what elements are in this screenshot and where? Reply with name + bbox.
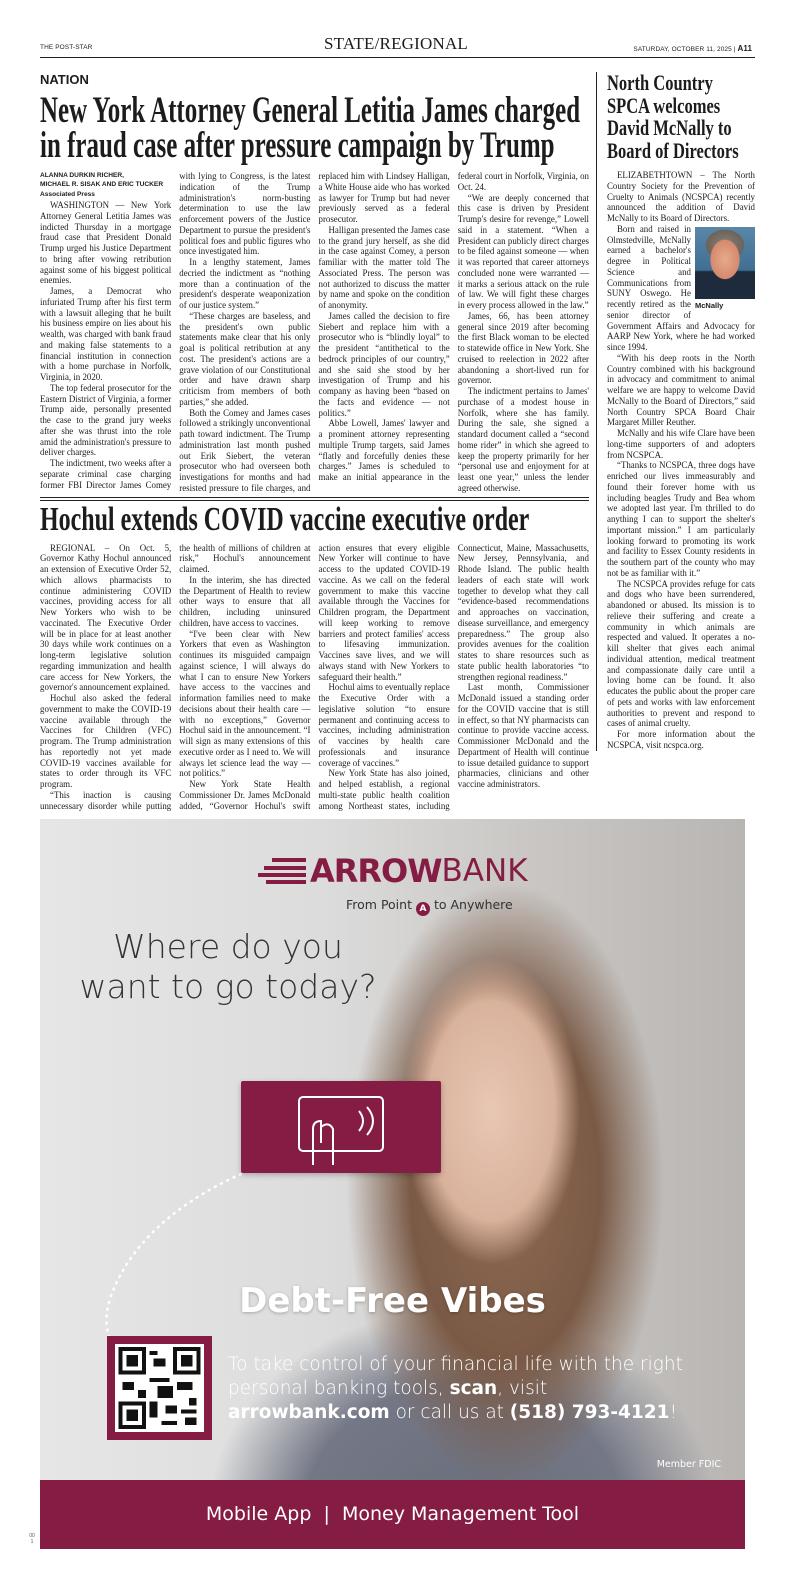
paragraph: James, 66, has been attorney general since 2019 after becoming the first Black woman to be elected to statewide office in New York. She cruised to reelection in 2022 after abandoning a short-lived run for governor. bbox=[457, 310, 589, 386]
headline-line: New York Attorney General Letitia James charged bbox=[40, 90, 581, 131]
paragraph: New York State Health Commissioner Dr. James McDonald added, “Governor Hochul's swift action ensures that every eligible New Yorker will continue to have access to the updated COVID-19 vaccine. As we call on the federal government to make this vaccine available through the Vaccines for Children program, the Department will keep working to remove barriers and protect families' access to lifesaving immunization. Vaccines save lives, and we will always stand with New Yorkers to safeguard their health.” bbox=[179, 542, 450, 811]
byline-agency: Associated Press bbox=[40, 191, 95, 198]
paragraph: The indictment, two weeks after a separate criminal case charging former FBI Director James Comey with lying to Congress, is the latest indication of the Trump administration's norm-busting determination to use the law enforcement powers of the Justice Department to pursue the president's political foes and public figures who once investigated him. bbox=[40, 171, 311, 490]
ad-call-to-action: To take control of your financial life with the right personal banking tools, scan, visit arrowbank.com or call us at (518) 793-4121! bbox=[228, 1354, 683, 1424]
paragraph: In the interim, she has directed the Department of Health to review other ways to ensure that all children, including uninsured children, have access to vaccines. bbox=[179, 574, 311, 628]
qr-code-icon bbox=[118, 1347, 201, 1429]
page-number: A11 bbox=[737, 44, 752, 53]
paragraph: For more information about the NCSPCA, visit ncspca.org. bbox=[607, 729, 755, 750]
paragraph: James, a Democrat who infuriated Trump after his first term with a lawsuit alleging that he built his business empire on lies about his wealth, was charged with bank fraud and making false statements to a financial institution in connection with a home purchase in Norfolk, Virginia, in 2020. bbox=[40, 286, 172, 382]
main-column-group bbox=[40, 72, 589, 811]
article-spca-body bbox=[607, 170, 755, 751]
paragraph: Hochul also asked the federal government to make the COVID-19 vaccine available through the Vaccines for Children (VFC) program. The Trump administration has reportedly not yet made COVID-19 vaccines available for states to order through its VFC program. bbox=[40, 693, 172, 789]
paragraph: Last month, Commissioner McDonald issued a standing order for the COVID vaccine that is still in effect, so that NY pharmacists can continue to provide vaccine access. Commissioner McDonald and the Department of Health will continue to issue detailed guidance to support pharmacies, clinicians and other vaccine administrators. bbox=[457, 682, 589, 789]
page-dateline bbox=[562, 44, 752, 53]
paragraph: McNally Born and raised in Olmstedville, McNally earned a bachelor's degree in Political Science and Communications from SUNY Oswego. He recently retired as the senior director of Government Affairs and Advocacy for AARP New York, where he had worked since 1994. bbox=[607, 223, 755, 352]
paragraph: The indictment pertains to James' purchase of a modest house in Norfolk, where she has family. During the sale, she signed a standard document called a “second home rider” in which she agreed to keep the property primarily for her “personal use and enjoyment for at least one year,” unless the lender agreed otherwise. bbox=[457, 386, 589, 493]
paragraph: The top federal prosecutor for the Eastern District of Virginia, a former Trump aide, personally presented the case to the grand jury weeks after she was thrust into the role amid the administration's pressure to deliver charges. bbox=[40, 382, 172, 458]
paragraph: In a lengthy statement, James decried the indictment as “nothing more than a continuation of the president's desperate weaponization of our justice system.” bbox=[179, 257, 311, 310]
page-content bbox=[40, 72, 755, 811]
paragraph: The NCSPCA provides refuge for cats and dogs who have been surrendered, abandoned or abused. Its mission is to relieve their suffering and create a community in which animals are respected and valued. It operates a no-kill shelter that gives each animal individual attention, medical treatment and compassionate daily care until a loving home can be found. It also educates the public about the proper care of pets and works with law enforcement authorities to prevent and respond to cases of animal cruelty. bbox=[607, 578, 755, 729]
point-a-icon: A bbox=[416, 902, 430, 916]
ad-container bbox=[29, 819, 745, 1549]
ad-footer-text: Mobile App | Money Management Tool bbox=[205, 1503, 580, 1526]
section-title: STATE/REGIONAL bbox=[323, 34, 469, 53]
website-link[interactable]: arrowbank.com bbox=[228, 1402, 390, 1424]
debit-card bbox=[241, 1081, 441, 1173]
headline-spca: North Country SPCA welcomes David McNally to Board of Directors bbox=[607, 70, 739, 163]
brand-name-light: BANK bbox=[441, 853, 528, 890]
mugshot-photo bbox=[695, 227, 755, 312]
paragraph: “With his deep roots in the North Country combined with his background in advocacy and commitment to animal welfare we are happy to welcome David McNally to the Board of Directors,” said North Country SPCA Board Chair Margaret Miller Reuther. bbox=[607, 352, 755, 428]
paragraph: “I've been clear with New Yorkers that even as Washington continues its misguided campaign against science, I will always do what I can to ensure New Yorkers have access to the vaccines and information families need to make decisions about their health care — with no exceptions,” Governor Hochul said in the announcement. “I will sign as many extensions of this executive order as I need to. We will always let science lead the way — not politics.” bbox=[179, 628, 311, 779]
margin-code: 00 1 bbox=[29, 1533, 35, 1546]
qr-code[interactable] bbox=[107, 1336, 212, 1440]
brand-name-bold: ARROW bbox=[310, 852, 442, 891]
ad-question: Where do you want to go today? bbox=[79, 927, 377, 1007]
paragraph: Hochul aims to eventually replace the Executive Order with a legislative solution “to ensure permanent and continuing access to vaccines, including administration of vaccines by health care professionals and insurance coverage of vaccines.” bbox=[318, 682, 450, 768]
tap-to-pay-hand-icon bbox=[241, 1081, 441, 1173]
issue-date: SATURDAY, OCTOBER 11, 2025 bbox=[633, 46, 732, 53]
paragraph: New York State has also joined, and helped establish, a regional multi-state public health coalition among Northeast states, including Connecticut, Maine, Massachusetts, New Jersey, Pennsylvania, and Rhode Island. The public health leaders of each state will work together to develop what they call “evidence-based recommendations and approaches on vaccination, disease surveillance, and emergency preparedness.” The group also provides avenues for the coalition states to share resources such as state public health laboratories “to strengthen regional readiness.” bbox=[318, 542, 589, 811]
paragraph: “We are deeply concerned that this case is driven by President Trump's desire for revenge,” Lowell said in a statement. “When a President can publicly direct charges to be filed against someone — when it was reported that career attorneys concluded none were warranted — it marks a serious attack on the rule of law. We will fight these charges in every process allowed in the law.” bbox=[457, 192, 589, 310]
arrow-bank-logo bbox=[258, 851, 528, 891]
paragraph: Abbe Lowell, James' lawyer and a prominent attorney representing multiple Trump targets, said James “flatly and forcefully denies these charges.” James is scheduled to make an initial appearance in the federal court in Norfolk, Virginia, on Oct. 24. bbox=[318, 171, 589, 482]
paragraph: ELIZABETHTOWN – The North Country Society for the Prevention of Cruelty to Animals (NCSPCA) recently announced the addition of David McNally to its Board of Directors. bbox=[607, 170, 755, 223]
paragraph: James called the decision to fire Siebert and replace him with a prosecutor who is “blindly loyal” to the president “antithetical to the bedrock principles of our country,” and she said she stood by her investigation of Trump and his company as having been “based on the facts and evidence — not politics.” bbox=[318, 310, 450, 418]
sidebar-column bbox=[596, 72, 755, 751]
phone-number[interactable]: (518) 793-4121 bbox=[509, 1402, 670, 1424]
paragraph: WASHINGTON — New York Attorney General Letitia James was indicted Thursday in a mortgage fraud case that President Donald Trump urged his Justice Department to bring after vowing retribution against some of his biggest political enemies. bbox=[40, 200, 172, 286]
scan-label: scan bbox=[449, 1378, 498, 1400]
ad-slogan: Debt-Free Vibes bbox=[239, 1281, 546, 1322]
paragraph: Both the Comey and James cases followed a strikingly unconventional path toward indictment. The Trump administration last month pushed out Erik Siebert, the veteran prosecutor who had overseen both investigations for months and had resisted pressure to file charges, and replaced him with Lindsey Halligan, a White House aide who has worked as lawyer for Trump but had never previously served as a federal prosecutor. bbox=[179, 171, 450, 493]
headline-hochul: Hochul extends COVID vaccine executive order bbox=[40, 500, 530, 538]
section-kicker: NATION bbox=[40, 72, 89, 87]
headline-james bbox=[40, 90, 589, 166]
byline: ALANNA DURKIN RICHER, MICHAEL R. SISAK AND ERIC TUCKER bbox=[40, 172, 164, 188]
header-rule bbox=[40, 57, 755, 58]
member-fdic: Member FDIC bbox=[656, 1459, 721, 1471]
arrow-stripes-icon bbox=[258, 858, 306, 884]
paragraph: McNally and his wife Clare have been long-time supporters of and adopters from NCSPCA. bbox=[607, 428, 755, 460]
article-hochul-body bbox=[40, 543, 589, 812]
paragraph: “This inaction is causing unnecessary disorder while putting the health of millions of children at risk,” Hochul's announcement claimed. bbox=[40, 542, 311, 811]
arrow-bank-advertisement[interactable] bbox=[40, 819, 745, 1549]
paragraph: REGIONAL – On Oct. 5, Governor Kathy Hochul announced an extension of Executive Order 52, which allows pharmacists to continue administering COVID vaccines, providing access for all New Yorkers who wish to be vaccinated. The Executive Order will be in place for at least another 30 days while work continues on a long-term legislative solution regarding immunization and health care access for New Yorkers, the governor's announcement explained. bbox=[40, 542, 172, 693]
ad-footer-bar bbox=[40, 1480, 745, 1549]
paragraph: “These charges are baseless, and the president's own public statements make clear that his only goal is political retribution at any cost. The president's actions are a grave violation of our Constitutional order and have drawn sharp criticism from members of both parties,” she added. bbox=[179, 310, 311, 407]
separator: | bbox=[733, 46, 736, 53]
article-james-body bbox=[40, 171, 589, 494]
brand-tagline: From Point A to Anywhere bbox=[346, 897, 513, 915]
photo-caption: McNally bbox=[695, 300, 724, 310]
paragraph: Halligan presented the James case to the grand jury herself, as she did in the case against Comey, a person familiar with the matter told The Associated Press. The person was not authorized to discuss the matter by name and spoke on the condition of anonymity. bbox=[318, 224, 450, 310]
newspaper-name: THE POST-STAR bbox=[40, 44, 93, 51]
mcnally-portrait bbox=[695, 227, 755, 299]
paragraph: “Thanks to NCSPCA, three dogs have enriched our lives immeasurably and found their forever home with us including beagles Trudy and Bea whom we adopted last year. I'm thrilled to do anything I can to support the shelter's important mission.” I am particularly looking forward to promoting its work and facility to Essex County residents in the southern part of the county who may not be as familiar with it.” bbox=[607, 460, 755, 578]
headline-line: in fraud case after pressure campaign by Trump bbox=[40, 125, 555, 166]
